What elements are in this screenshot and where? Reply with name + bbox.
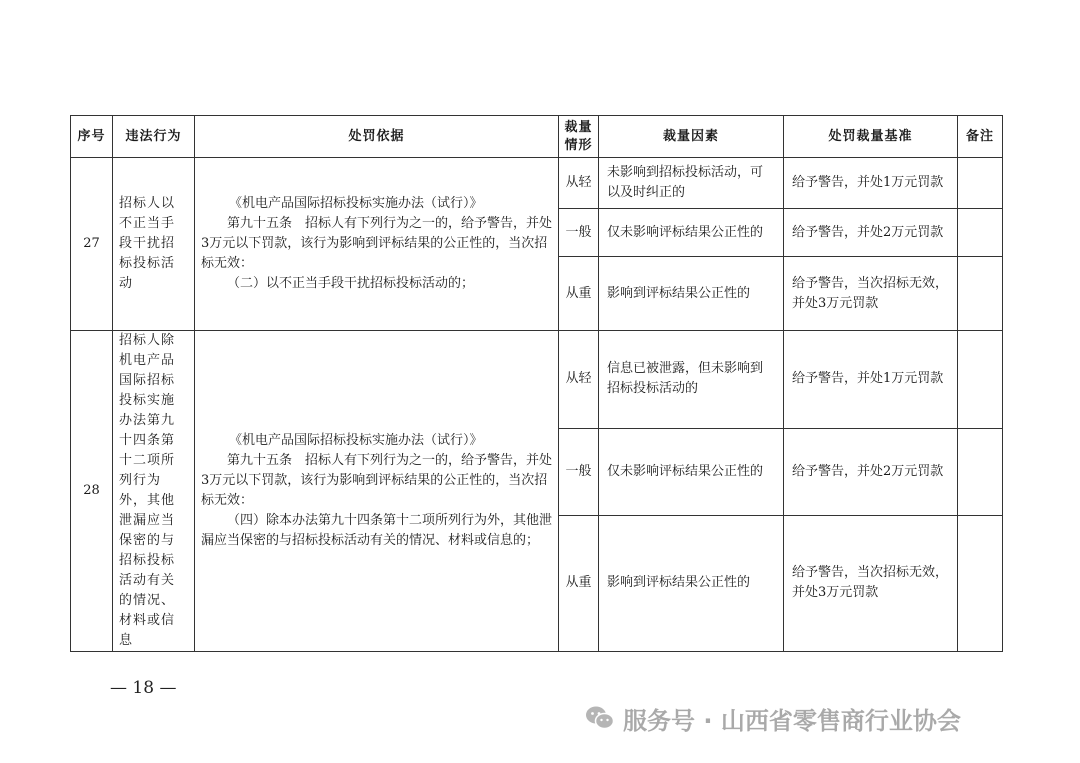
factor-cell: 影响到评标结果公正性的 [599, 257, 784, 331]
seq-cell: 27 [71, 158, 113, 331]
remark-cell [958, 331, 1003, 429]
level-cell: 从重 [559, 515, 599, 651]
header-standard: 处罚裁量基准 [784, 116, 958, 158]
header-level: 裁量 情形 [559, 116, 599, 158]
watermark-text: 服务号 · 山西省零售商行业协会 [623, 706, 961, 735]
header-remark: 备注 [958, 116, 1003, 158]
standard-cell: 给予警告，并处2万元罚款 [784, 209, 958, 257]
seq-cell: 28 [71, 331, 113, 652]
level-cell: 从轻 [559, 158, 599, 209]
act-cell: 招标人以不正当手段干扰招标投标活动 [113, 158, 195, 331]
basis-title: 《机电产品国际招标投标实施办法（试行）》 [229, 433, 483, 448]
remark-cell [958, 158, 1003, 209]
standard-cell: 给予警告，并处1万元罚款 [784, 331, 958, 429]
standard-cell: 给予警告，并处2万元罚款 [784, 428, 958, 515]
basis-article: 第九十五条 招标人有下列行为之一的，给予警告，并处3万元以下罚款，该行为影响到评标结果的公正性的，当次招标无效： [201, 216, 553, 271]
table-header-row [71, 116, 1003, 158]
penalty-table [70, 115, 1003, 652]
basis-article: 第九十五条 招标人有下列行为之一的，给予警告，并处3万元以下罚款，该行为影响到评标结果的公正性的，当次招标无效： [201, 453, 553, 508]
remark-cell [958, 257, 1003, 331]
factor-cell: 影响到评标结果公正性的 [599, 515, 784, 651]
header-factor: 裁量因素 [599, 116, 784, 158]
page-number: — 18 — [110, 678, 177, 698]
level-cell: 一般 [559, 428, 599, 515]
level-cell: 从重 [559, 257, 599, 331]
table-row [71, 331, 1003, 429]
watermark [585, 700, 961, 736]
standard-cell: 给予警告，并处1万元罚款 [784, 158, 958, 209]
basis-clause: （二）以不正当手段干扰招标投标活动的； [227, 276, 475, 291]
remark-cell [958, 428, 1003, 515]
header-basis: 处罚依据 [195, 116, 559, 158]
standard-cell: 给予警告，当次招标无效，并处3万元罚款 [784, 515, 958, 651]
factor-cell: 仅未影响评标结果公正性的 [599, 209, 784, 257]
remark-cell [958, 209, 1003, 257]
header-seq: 序号 [71, 116, 113, 158]
basis-cell [195, 158, 559, 331]
basis-title: 《机电产品国际招标投标实施办法（试行）》 [229, 196, 483, 211]
act-cell: 招标人除机电产品国际招标投标实施办法第九十四条第十二项所列行为外，其他泄漏应当保密的与招标投标活动有关的情况、材料或信息 [113, 331, 195, 652]
level-cell: 一般 [559, 209, 599, 257]
header-act: 违法行为 [113, 116, 195, 158]
factor-cell: 信息已被泄露，但未影响到招标投标活动的 [599, 331, 784, 429]
factor-cell: 未影响到招标投标活动，可以及时纠正的 [599, 158, 784, 209]
standard-cell: 给予警告，当次招标无效，并处3万元罚款 [784, 257, 958, 331]
remark-cell [958, 515, 1003, 651]
table-row [71, 158, 1003, 209]
basis-cell [195, 331, 559, 652]
wechat-icon [585, 705, 615, 731]
factor-cell: 仅未影响评标结果公正性的 [599, 428, 784, 515]
level-cell: 从轻 [559, 331, 599, 429]
basis-clause: （四）除本办法第九十四条第十二项所列行为外，其他泄漏应当保密的与招标投标活动有关的情况、材料或信息的； [201, 513, 553, 548]
